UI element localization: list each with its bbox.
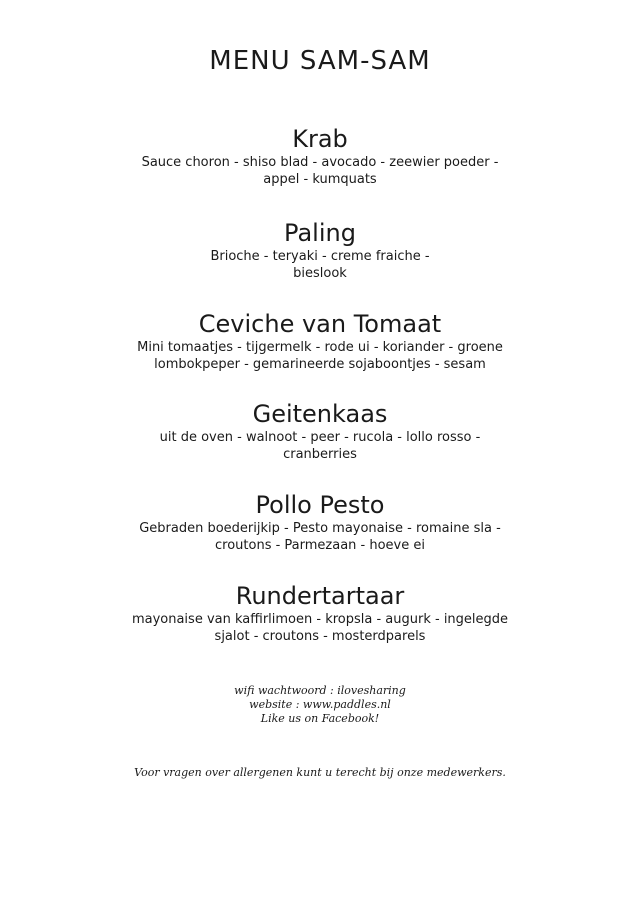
allergen-note: Voor vragen over allergenen kunt u terecht bij onze medewerkers.: [134, 766, 506, 779]
dish-pollo-pesto: [40, 490, 600, 554]
dish-name: Rundertartaar: [235, 582, 405, 610]
website-text: website : www.paddles.nl: [249, 698, 391, 711]
dish-description-line: Sauce choron - shiso blad - avocado - zeewier poeder -: [141, 155, 499, 170]
dish-description-line: uit de oven - walnoot - peer - rucola - lollo rosso -: [159, 430, 481, 445]
footer-info: [0, 684, 640, 726]
dish-description-line: Gebraden boederijkip - Pesto mayonaise - romaine sla -: [139, 521, 501, 536]
dish-name: Pollo Pesto: [255, 491, 385, 519]
dish-description-line: Brioche - teryaki - creme fraiche -: [210, 249, 430, 264]
menu-title: MENU SAM-SAM: [209, 46, 431, 76]
dish-description-line: appel - kumquats: [263, 172, 377, 187]
dish-description-line: Mini tomaatjes - tijgermelk - rode ui - koriander - groene: [137, 340, 503, 355]
dish-description-line: sjalot - croutons - mosterdparels: [214, 629, 426, 644]
dish-geitenkaas: [40, 399, 600, 463]
dish-krab: [40, 124, 600, 188]
dish-name: Krab: [292, 125, 348, 153]
dish-description-line: croutons - Parmezaan - hoeve ei: [215, 538, 425, 553]
dish-name: Ceviche van Tomaat: [198, 310, 442, 338]
dish-rundertartaar: [40, 581, 600, 645]
wifi-password: wifi wachtwoord : ilovesharing: [234, 684, 406, 697]
dish-name: Paling: [284, 219, 356, 247]
dish-description-line: cranberries: [283, 447, 357, 462]
dish-description-line: lombokpeper - gemarineerde sojaboontjes - sesam: [154, 357, 486, 372]
dish-paling: [40, 218, 600, 282]
dish-description-line: mayonaise van kaffirlimoen - kropsla - augurk - ingelegde: [131, 612, 509, 627]
dish-ceviche-van-tomaat: [40, 309, 600, 373]
dish-name: Geitenkaas: [252, 400, 388, 428]
facebook-text: Like us on Facebook!: [260, 712, 380, 725]
dish-description-line: bieslook: [293, 266, 347, 281]
